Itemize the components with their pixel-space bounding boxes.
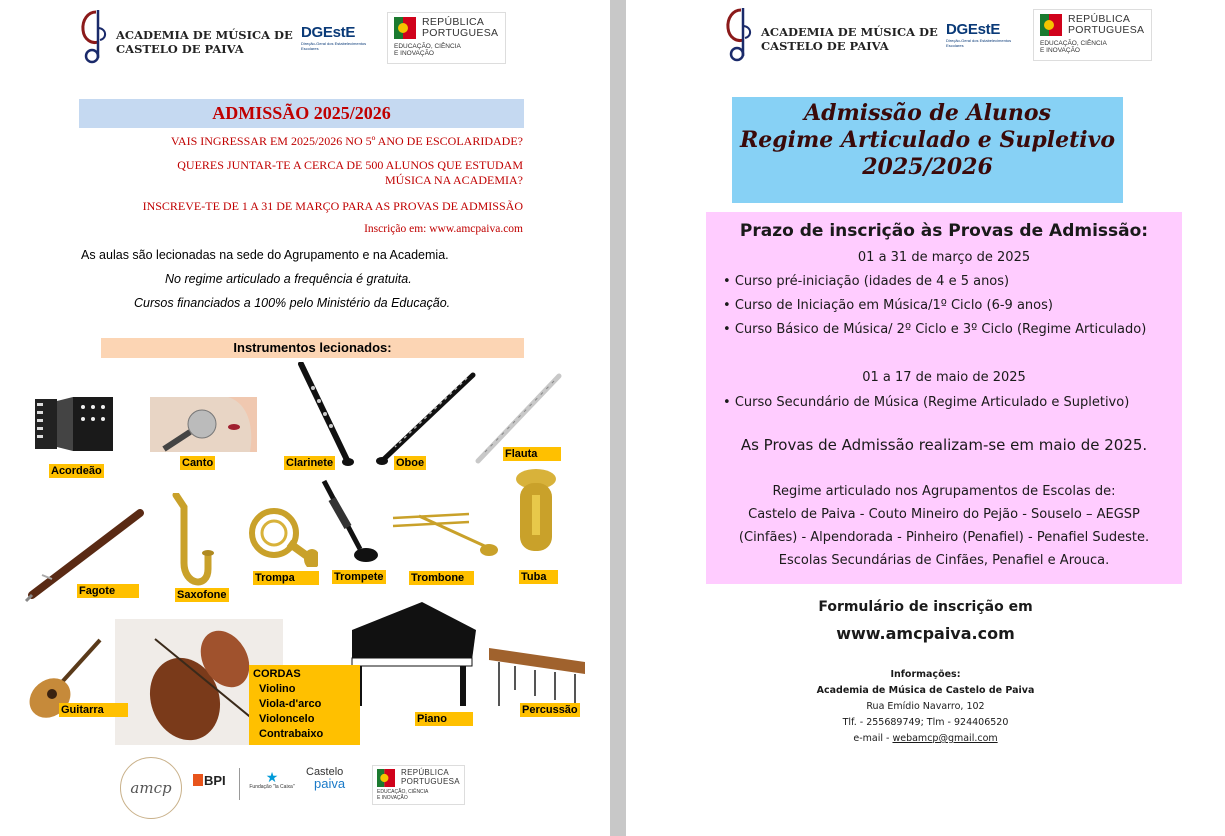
portugal-flag-icon: [394, 17, 416, 39]
label-trompete: Trompete: [334, 571, 384, 583]
star-icon: ★: [265, 769, 279, 785]
question-3: INSCREVE-TE DE 1 A 31 DE MARÇO PARA AS PROVAS DE ADMISSÃO: [142, 199, 523, 213]
provas-date: As Provas de Admissão realizam-se em maio de 2025.: [740, 436, 1148, 454]
school-name: ACADEMIA DE MÚSICA DE CASTELO DE PAIVA: [116, 28, 293, 56]
label-clarinete: Clarinete: [286, 457, 334, 469]
fundacao-logo: ★ Fundação "la Caixa": [247, 770, 297, 790]
right-school-name: ACADEMIA DE MÚSICA DE CASTELO DE PAIVA: [761, 25, 938, 53]
amcp-logo: amcp: [120, 757, 182, 819]
label-percussao: Percussão: [522, 704, 578, 716]
label-tuba: Tuba: [519, 570, 558, 584]
accordion-icon: [33, 393, 115, 455]
label-piano: Piano: [415, 712, 473, 726]
label-trompa: Trompa: [253, 571, 319, 585]
grand-piano-icon: [342, 600, 478, 708]
academy-logo-icon: [74, 8, 114, 66]
right-dgeste-logo: DGEstE Direção-Geral dos Estabelecimentos Escolares: [946, 21, 1012, 48]
marimba-icon: [485, 640, 590, 710]
form-line: Formulário de inscrição em: [818, 599, 1033, 615]
dgeste-logo: DGEstE Direção-Geral dos Estabelecimentos Escolares: [301, 24, 367, 51]
website-link[interactable]: www.amcpaiva.com: [836, 624, 1015, 643]
right-portugal-flag-icon: [1040, 14, 1062, 36]
financing-info: Cursos financiados a 100% pelo Ministério da Educação.: [134, 296, 451, 310]
clarinet-icon: [295, 362, 355, 470]
french-horn-icon: [234, 497, 318, 567]
course-item: • Curso Básico de Música/ 2º Ciclo e 3º Ciclo (Regime Articulado): [723, 322, 1147, 337]
microphone-singer-icon: [150, 397, 257, 452]
email-link[interactable]: webamcp@gmail.com: [892, 733, 998, 744]
footer-divider: [239, 768, 240, 800]
oboe-icon: [375, 372, 477, 468]
bpi-logo: BPI: [193, 773, 226, 788]
trumpet-icon: [320, 477, 380, 563]
cordas-box: CORDAS Violino Viola-d'arco Violoncelo Contrabaixo: [249, 665, 360, 745]
label-oboe: Oboe: [396, 457, 425, 469]
footer-portugal-flag-icon: [377, 769, 395, 787]
right-title: Admissão de Alunos Regime Articulado e Supletivo 2025/2026: [732, 97, 1123, 203]
label-saxofone: Saxofone: [177, 589, 227, 601]
courses-march-list: [706, 270, 1182, 342]
free-attendance: No regime articulado a frequência é gratuita.: [165, 272, 412, 286]
contact-info: Informações: Academia de Música de Castelo de Paiva Rua Emídio Navarro, 102 Tlf. - 255689749; Tlm - 924406520 e-mail - webamcp@gmail.com: [816, 669, 1035, 744]
admission-title: ADMISSÃO 2025/2026: [79, 99, 524, 128]
right-page: [626, 0, 1225, 836]
course-item: • Curso pré-iniciação (idades de 4 e 5 anos): [723, 274, 1010, 289]
classes-info: As aulas são lecionadas na sede do Agrupamento e na Academia.: [81, 248, 449, 262]
castelo-paiva-logo: Castelo paiva: [306, 766, 346, 791]
footer-republica-logo: REPÚBLICA PORTUGUESA EDUCAÇÃO, CIÊNCIA E INOVAÇÃO: [372, 765, 465, 805]
tuba-icon: [510, 465, 562, 561]
question-2b: MÚSICA NA ACADEMIA?: [384, 173, 523, 187]
trombone-icon: [389, 502, 499, 558]
republica-logo: REPÚBLICA PORTUGUESA EDUCAÇÃO, CIÊNCIA E INOVAÇÃO: [387, 12, 506, 64]
saxophone-icon: [168, 493, 214, 593]
courses-may-list: [706, 391, 1182, 415]
label-acordeao: Acordeão: [51, 465, 102, 477]
date-may: 01 a 17 de maio de 2025: [862, 370, 1026, 385]
instruments-heading: Instrumentos lecionados:: [101, 338, 524, 358]
question-1: VAIS INGRESSAR EM 2025/2026 NO 5º ANO DE ESCOLARIDADE?: [170, 134, 523, 148]
admission-info-box: [706, 212, 1182, 584]
label-guitarra: Guitarra: [59, 703, 128, 717]
course-item: • Curso de Iniciação em Música/1º Ciclo (6-9 anos): [723, 298, 1053, 313]
prazo-heading: Prazo de inscrição às Provas de Admissão:: [739, 221, 1149, 241]
left-page: [0, 0, 610, 836]
label-trombone: Trombone: [409, 571, 474, 585]
question-2a: QUERES JUNTAR-TE A CERCA DE 500 ALUNOS QUE ESTUDAM: [177, 158, 523, 172]
label-canto: Canto: [182, 457, 214, 469]
label-fagote: Fagote: [77, 584, 139, 598]
bpi-mark-icon: [193, 774, 203, 786]
date-march: 01 a 31 de março de 2025: [857, 250, 1031, 265]
regime-text: Regime articulado nos Agrupamentos de Escolas de: Castelo de Paiva - Couto Mineiro do Pejão - Souselo – AEGSP (Cinfães) - Alpendorada - Pinheiro (Penafiel) - Penafiel Sudeste. Escolas Secundárias de Cinfães, Penafiel e Arouca.: [738, 484, 1150, 568]
right-republica-logo: REPÚBLICA PORTUGUESA EDUCAÇÃO, CIÊNCIA E INOVAÇÃO: [1033, 9, 1152, 61]
inscription-link[interactable]: Inscrição em: www.amcpaiva.com: [364, 223, 523, 235]
course-item: • Curso Secundário de Música (Regime Articulado e Supletivo): [723, 395, 1130, 410]
label-flauta: Flauta: [503, 447, 561, 461]
right-academy-logo-icon: [719, 6, 759, 64]
